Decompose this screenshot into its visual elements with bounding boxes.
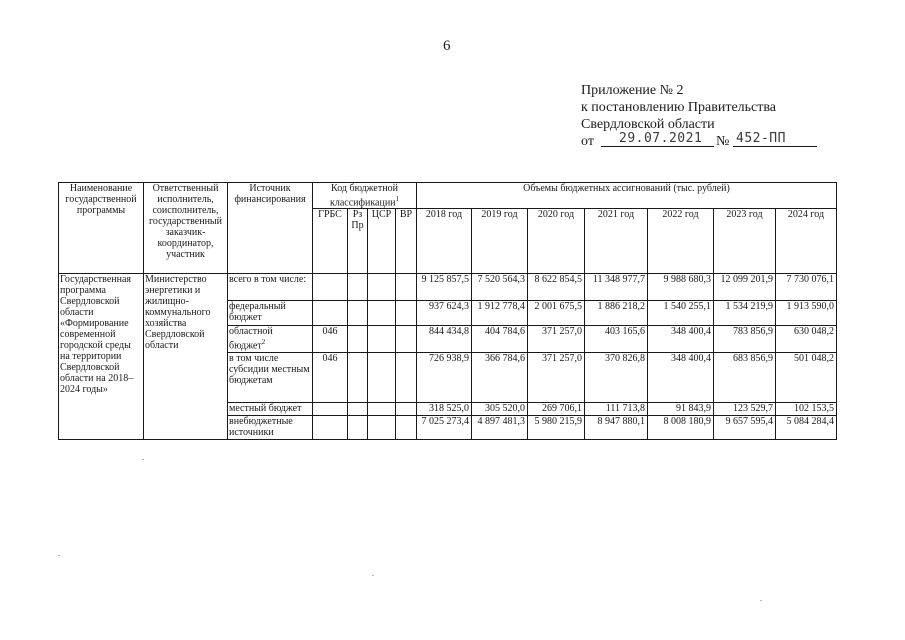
value-cell: 371 257,0 bbox=[528, 352, 585, 402]
vr-cell bbox=[396, 301, 417, 326]
value-cell: 9 657 595,4 bbox=[714, 415, 776, 439]
value-cell: 318 525,0 bbox=[417, 402, 472, 415]
value-cell: 370 826,8 bbox=[585, 352, 648, 402]
value-cell: 844 434,8 bbox=[417, 326, 472, 352]
value-cell: 1 540 255,1 bbox=[648, 301, 714, 326]
value-cell: 1 886 218,2 bbox=[585, 301, 648, 326]
header-year: 2022 год bbox=[648, 209, 714, 274]
header-budget-code-note: 1 bbox=[395, 195, 400, 203]
value-cell: 371 257,0 bbox=[528, 326, 585, 352]
financing-source bbox=[228, 415, 313, 439]
financing-source bbox=[228, 301, 313, 326]
rz-pr-cell bbox=[348, 301, 368, 326]
scan-speck bbox=[58, 555, 60, 556]
header-vr: ВР bbox=[396, 209, 417, 274]
appendix-line-resolution: к постановлению Правительства bbox=[581, 100, 777, 115]
header-csr: ЦСР bbox=[368, 209, 396, 274]
header-grbs: ГРБС bbox=[313, 209, 348, 274]
budget-table bbox=[58, 182, 837, 440]
value-cell: 403 165,6 bbox=[585, 326, 648, 352]
value-cell: 7 730 076,1 bbox=[776, 274, 837, 301]
vr-cell bbox=[396, 352, 417, 402]
scan-speck bbox=[760, 600, 762, 601]
financing-source-text: областной бюджет bbox=[229, 326, 273, 352]
value-cell: 111 713,8 bbox=[585, 402, 648, 415]
financing-source-text: федеральный бюджет bbox=[229, 301, 286, 324]
financing-source-text: в том числе субсидии местным бюджетам bbox=[229, 352, 310, 386]
header-budget-code-text: Код бюджетной классификации bbox=[329, 183, 398, 209]
value-cell: 8 008 180,9 bbox=[648, 415, 714, 439]
csr-cell bbox=[368, 274, 396, 301]
header-budget-code bbox=[313, 183, 417, 209]
value-cell: 123 529,7 bbox=[714, 402, 776, 415]
appendix-date-line bbox=[581, 133, 841, 151]
value-cell: 102 153,5 bbox=[776, 402, 837, 415]
value-cell: 501 048,2 bbox=[776, 352, 837, 402]
value-cell: 1 534 219,9 bbox=[714, 301, 776, 326]
number-label: № bbox=[716, 134, 730, 149]
value-cell: 783 856,9 bbox=[714, 326, 776, 352]
grbs-cell: 046 bbox=[313, 326, 348, 352]
header-volumes: Объемы бюджетных ассигнований (тыс. рублей) bbox=[417, 183, 837, 209]
value-cell: 5 084 284,4 bbox=[776, 415, 837, 439]
value-cell: 683 856,9 bbox=[714, 352, 776, 402]
value-cell: 1 912 778,4 bbox=[472, 301, 528, 326]
csr-cell bbox=[368, 301, 396, 326]
value-cell: 4 897 481,3 bbox=[472, 415, 528, 439]
value-cell: 91 843,9 bbox=[648, 402, 714, 415]
scan-speck bbox=[372, 575, 374, 576]
csr-cell bbox=[368, 326, 396, 352]
csr-cell bbox=[368, 352, 396, 402]
vr-cell bbox=[396, 402, 417, 415]
footnote-mark: 2 bbox=[261, 338, 266, 347]
value-cell: 7 520 564,3 bbox=[472, 274, 528, 301]
value-cell: 269 706,1 bbox=[528, 402, 585, 415]
header-executor: Ответственный исполнитель, соисполнитель, государственный заказчик-координатор, участник bbox=[144, 183, 228, 274]
header-year: 2018 год bbox=[417, 209, 472, 274]
financing-source-text: внебюджетные источники bbox=[229, 415, 293, 438]
value-cell: 9 125 857,5 bbox=[417, 274, 472, 301]
appendix-title: Приложение № 2 bbox=[581, 83, 684, 98]
header-program-name: Наименование государственной программы bbox=[59, 183, 144, 274]
header-year: 2021 год bbox=[585, 209, 648, 274]
header-rz-pr: Рз Пр bbox=[348, 209, 368, 274]
value-cell: 11 348 977,7 bbox=[585, 274, 648, 301]
value-cell: 8 947 880,1 bbox=[585, 415, 648, 439]
value-cell: 2 001 675,5 bbox=[528, 301, 585, 326]
vr-cell bbox=[396, 274, 417, 301]
header-year: 2024 год bbox=[776, 209, 837, 274]
grbs-cell bbox=[313, 415, 348, 439]
executor-cell: Министерство энергетики и жилищно-коммунального хозяйства Свердловской области bbox=[144, 274, 228, 439]
rz-pr-cell bbox=[348, 402, 368, 415]
value-cell: 366 784,6 bbox=[472, 352, 528, 402]
csr-cell bbox=[368, 402, 396, 415]
financing-source bbox=[228, 274, 313, 301]
value-cell: 348 400,4 bbox=[648, 326, 714, 352]
from-label: от bbox=[581, 134, 594, 149]
program-name-cell: Государственная программа Свердловской области «Формирование современной городской среды на территории Свердловской области на 2018–2024 годы» bbox=[59, 274, 144, 439]
value-cell: 348 400,4 bbox=[648, 352, 714, 402]
header-year: 2023 год bbox=[714, 209, 776, 274]
resolution-date: 29.07.2021 bbox=[601, 130, 714, 147]
resolution-number: 452-ПП bbox=[733, 130, 817, 147]
value-cell: 726 938,9 bbox=[417, 352, 472, 402]
csr-cell bbox=[368, 415, 396, 439]
value-cell: 7 025 273,4 bbox=[417, 415, 472, 439]
rz-pr-cell bbox=[348, 352, 368, 402]
rz-pr-cell bbox=[348, 274, 368, 301]
value-cell: 8 622 854,5 bbox=[528, 274, 585, 301]
rz-pr-cell bbox=[348, 326, 368, 352]
header-year: 2019 год bbox=[472, 209, 528, 274]
value-cell: 1 913 590,0 bbox=[776, 301, 837, 326]
vr-cell bbox=[396, 326, 417, 352]
value-cell: 12 099 201,9 bbox=[714, 274, 776, 301]
rz-pr-cell bbox=[348, 415, 368, 439]
table-row bbox=[59, 274, 837, 301]
grbs-cell bbox=[313, 274, 348, 301]
value-cell: 9 988 680,3 bbox=[648, 274, 714, 301]
header-year: 2020 год bbox=[528, 209, 585, 274]
financing-source bbox=[228, 402, 313, 415]
appendix-line-region: Свердловской области bbox=[581, 117, 715, 132]
scan-speck bbox=[142, 459, 144, 460]
value-cell: 404 784,6 bbox=[472, 326, 528, 352]
value-cell: 937 624,3 bbox=[417, 301, 472, 326]
financing-source bbox=[228, 326, 313, 352]
header-financing-source: Источник финансирования bbox=[228, 183, 313, 274]
vr-cell bbox=[396, 415, 417, 439]
page-number: 6 bbox=[443, 38, 451, 54]
financing-source bbox=[228, 352, 313, 402]
financing-source-text: всего в том числе: bbox=[229, 274, 307, 286]
grbs-cell bbox=[313, 301, 348, 326]
financing-source-text: местный бюджет bbox=[229, 402, 302, 414]
grbs-cell: 046 bbox=[313, 352, 348, 402]
grbs-cell bbox=[313, 402, 348, 415]
value-cell: 5 980 215,9 bbox=[528, 415, 585, 439]
appendix-header bbox=[581, 82, 841, 151]
value-cell: 630 048,2 bbox=[776, 326, 837, 352]
value-cell: 305 520,0 bbox=[472, 402, 528, 415]
